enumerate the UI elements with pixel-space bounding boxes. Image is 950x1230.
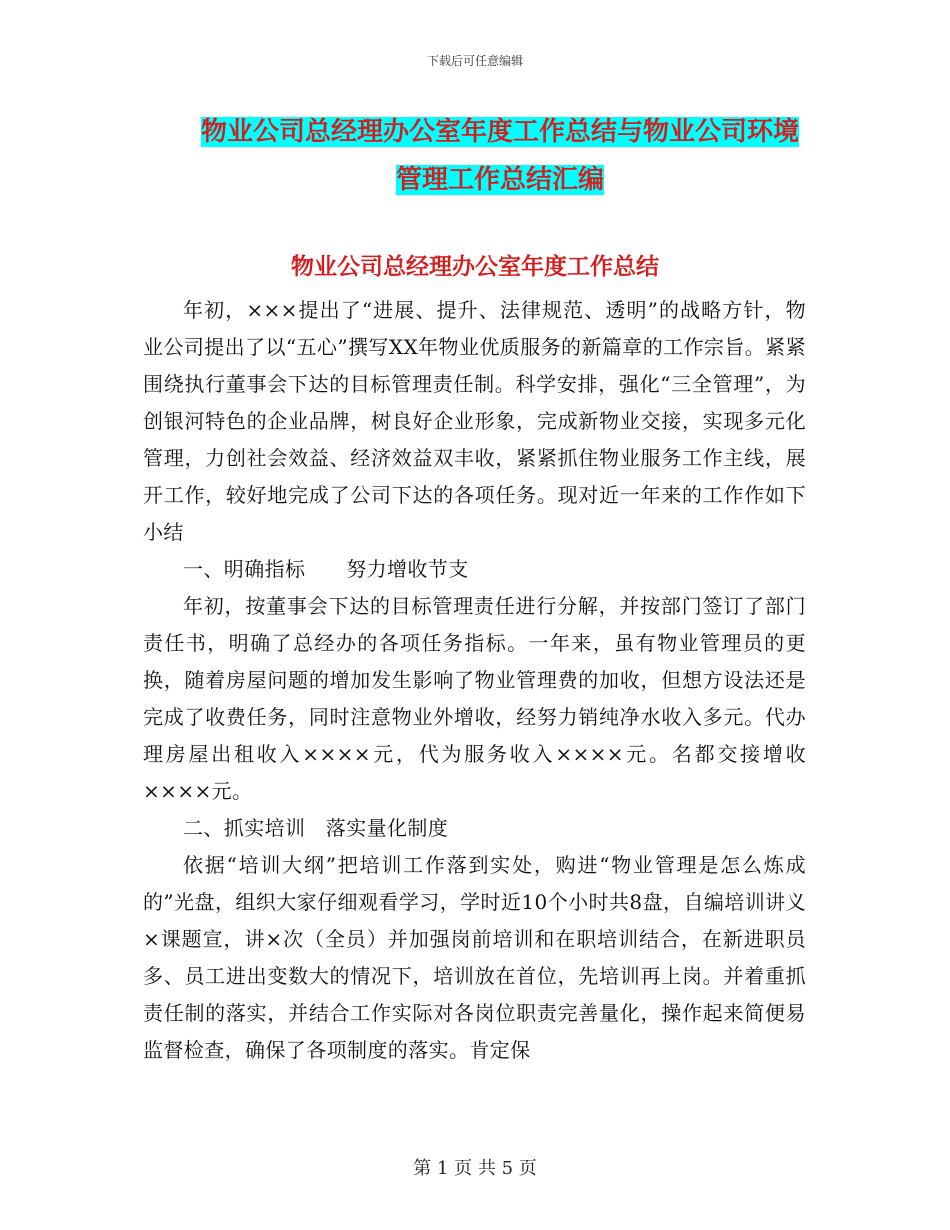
- paragraph-training: 依据“培训大纲”把培训工作落到实处，购进“物业管理是怎么炼成的”光盘，组织大家仔细观看学习，学时近10个小时共8盘，自编培训讲义×课题宣，讲×次（全员）并加强岗前培训和在职培训结合，在新进职员多、员工进出变数大的情况下，培训放在首位，先培训再上岗。并着重抓责任制的落实，并结合工作实际对各岗位职责完善量化，操作起来简便易监督检查，确保了各项制度的落实。肯定保: [143, 853, 806, 1062]
- heading-indicators: 一、明确指标 努力增收节支: [183, 557, 469, 581]
- document-title-line-1: 物业公司总经理办公室年度工作总结与物业公司环境: [200, 117, 799, 147]
- paragraph-intro: 年初，×××提出了“进展、提升、法律规范、透明”的战略方针，物业公司提出了以“五心”撰写XX年物业优质服务的新篇章的工作宗旨。紧紧围绕执行董事会下达的目标管理责任制。科学安排，强化“三全管理”，为创银河特色的企业品牌，树良好企业形象，完成新物业交接，实现多元化管理，力创社会效益、经济效益双丰收，紧紧抓住物业服务工作主线，展开工作，较好地完成了公司下达的各项任务。现对近一年来的工作作如下小结: [143, 298, 806, 544]
- document-title-line-2: 管理工作总结汇编: [395, 165, 604, 195]
- paragraph-indicators: 年初，按董事会下达的目标管理责任进行分解，并按部门签订了部门责任书，明确了总经办的各项任务指标。一年来，虽有物业管理员的更换，随着房屋问题的增加发生影响了物业管理费的加收，但想方设法还是完成了收费任务，同时注意物业外增收，经努力销纯净水收入多元。代办理房屋出租收入××××元，代为服务收入××××元。名都交接增收××××元。: [143, 594, 806, 803]
- heading-training: 二、抓实培训 落实量化制度: [183, 816, 449, 840]
- page-number: 第 1 页 共 5 页: [413, 1158, 537, 1179]
- section-title: 物业公司总经理办公室年度工作总结: [291, 254, 659, 280]
- document-body: [143, 292, 806, 1069]
- document-title: [150, 108, 850, 204]
- page-header-note: 下载后可任意编辑: [426, 54, 523, 68]
